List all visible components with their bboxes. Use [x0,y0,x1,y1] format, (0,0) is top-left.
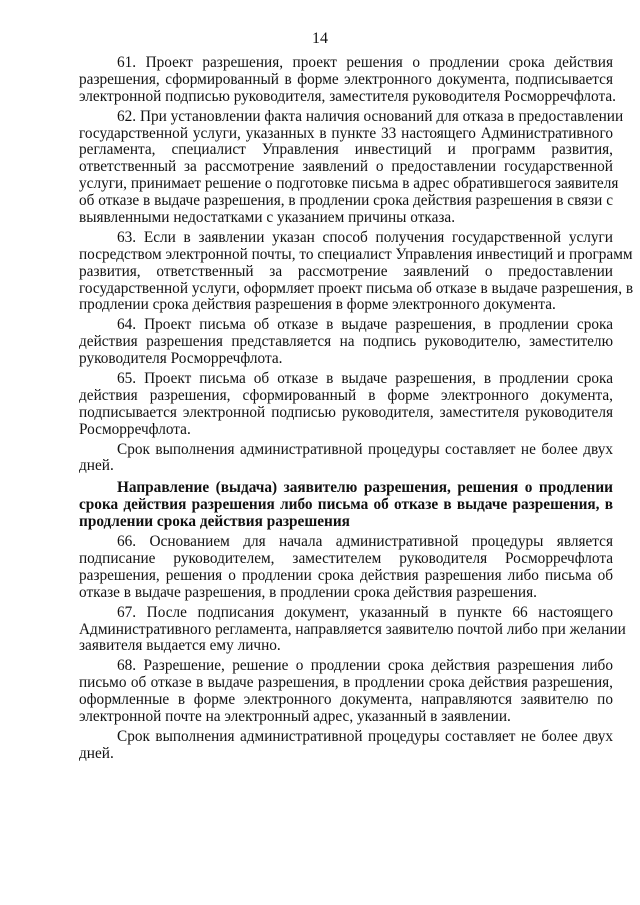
document-body [79,54,634,763]
text-line: заявителя выдается ему лично. [79,637,281,655]
paragraph-65 [79,371,613,439]
text-line: подписывается электронной подписью руководителя, заместителя руководителя [79,403,613,421]
section-heading [79,480,613,531]
page-number: 14 [312,30,328,47]
heading-line: продлении срока действия разрешения [79,513,350,531]
text-line: электронной подписью руководителя, заместителя руководителя Росморречфлота. [79,87,616,105]
text-line: письмо об отказе в выдаче разрешения, в продлении срока действия разрешения, [79,674,613,692]
text-line: разрешения, сформированный в форме электронного документа, подписывается [79,70,613,88]
text-line: электронной почте на электронный адрес, указанный в заявлении. [79,707,511,725]
text-line: действия разрешения представляется на подпись руководителю, заместителю [79,333,613,351]
text-line: отказе в выдаче разрешения, в продлении срока действия разрешения. [79,583,537,601]
paragraph-term-2 [79,729,613,763]
paragraph-64 [79,317,613,368]
text-line: действия разрешения, сформированный в форме электронного документа, [79,386,613,404]
text-line: оформленные в форме электронного документа, направляются заявителю по [79,691,613,709]
paragraph-63 [79,228,634,314]
text-line: разрешения, решения о продлении срока действия разрешения либо письма об [79,566,613,584]
text-line: Росморречфлота. [79,420,191,438]
text-line: Срок выполнения административной процедуры составляет не более двух [117,440,613,458]
text-line: 62. При установлении факта наличия оснований для отказа в предоставлении [117,107,624,125]
text-line: посредством электронной почты, то специалист Управления инвестиций и программ [79,245,633,263]
text-line: руководителя Росморречфлота. [79,350,283,368]
heading-line: срока действия разрешения либо письма об отказе в выдаче разрешения, в [79,496,613,514]
text-line: об отказе в выдаче разрешения, в продлении срока действия разрешения в связи с [79,192,613,210]
text-line: Административного регламента, направляется заявителю почтой либо при желании [79,620,626,638]
paragraph-66 [79,534,613,602]
text-line: 66. Основанием для начала административной процедуры является [117,533,613,551]
text-line: 65. Проект письма об отказе в выдаче разрешения, в продлении срока [117,370,613,388]
text-line: государственной услуги, указанных в пункте 33 настоящего Административного [79,124,613,142]
text-line: 68. Разрешение, решение о продлении срока действия разрешения либо [117,657,613,675]
text-line: 61. Проект разрешения, проект решения о продлении срока действия [117,54,613,71]
text-line: подписание руководителем, заместителем руководителя Росморречфлота [79,549,613,567]
heading-line: Направление (выдача) заявителю разрешения, решения о продлении [117,479,613,497]
text-line: регламента, специалист Управления инвестиций и программ развития, [79,141,613,159]
text-line: дней. [79,457,114,475]
text-line: выявленными недостатками с указанием причины отказа. [79,209,456,227]
text-line: дней. [79,744,114,762]
text-line: 63. Если в заявлении указан способ получения государственной услуги [117,228,613,246]
paragraph-term-1 [79,442,613,476]
text-line: продлении срока действия разрешения в форме электронного документа. [79,296,556,314]
text-line: Срок выполнения административной процедуры составляет не более двух [117,727,613,745]
text-line: 67. После подписания документ, указанный в пункте 66 настоящего [117,603,613,621]
paragraph-62 [79,107,624,227]
paragraph-61 [79,54,616,106]
text-line: услуги, принимает решение о подготовке письма в адрес обратившегося заявителя [79,175,619,193]
text-line: ответственный за рассмотрение заявлений о предоставлении государственной [79,158,613,176]
text-line: 64. Проект письма об отказе в выдаче разрешения, в продлении срока [117,316,613,334]
paragraph-67 [79,603,626,656]
text-line: государственной услуги, оформляет проект письма об отказе в выдаче разрешения, в [79,279,634,297]
paragraph-68 [79,658,613,726]
text-line: развития, ответственный за рассмотрение заявлений о предоставлении [79,262,613,280]
